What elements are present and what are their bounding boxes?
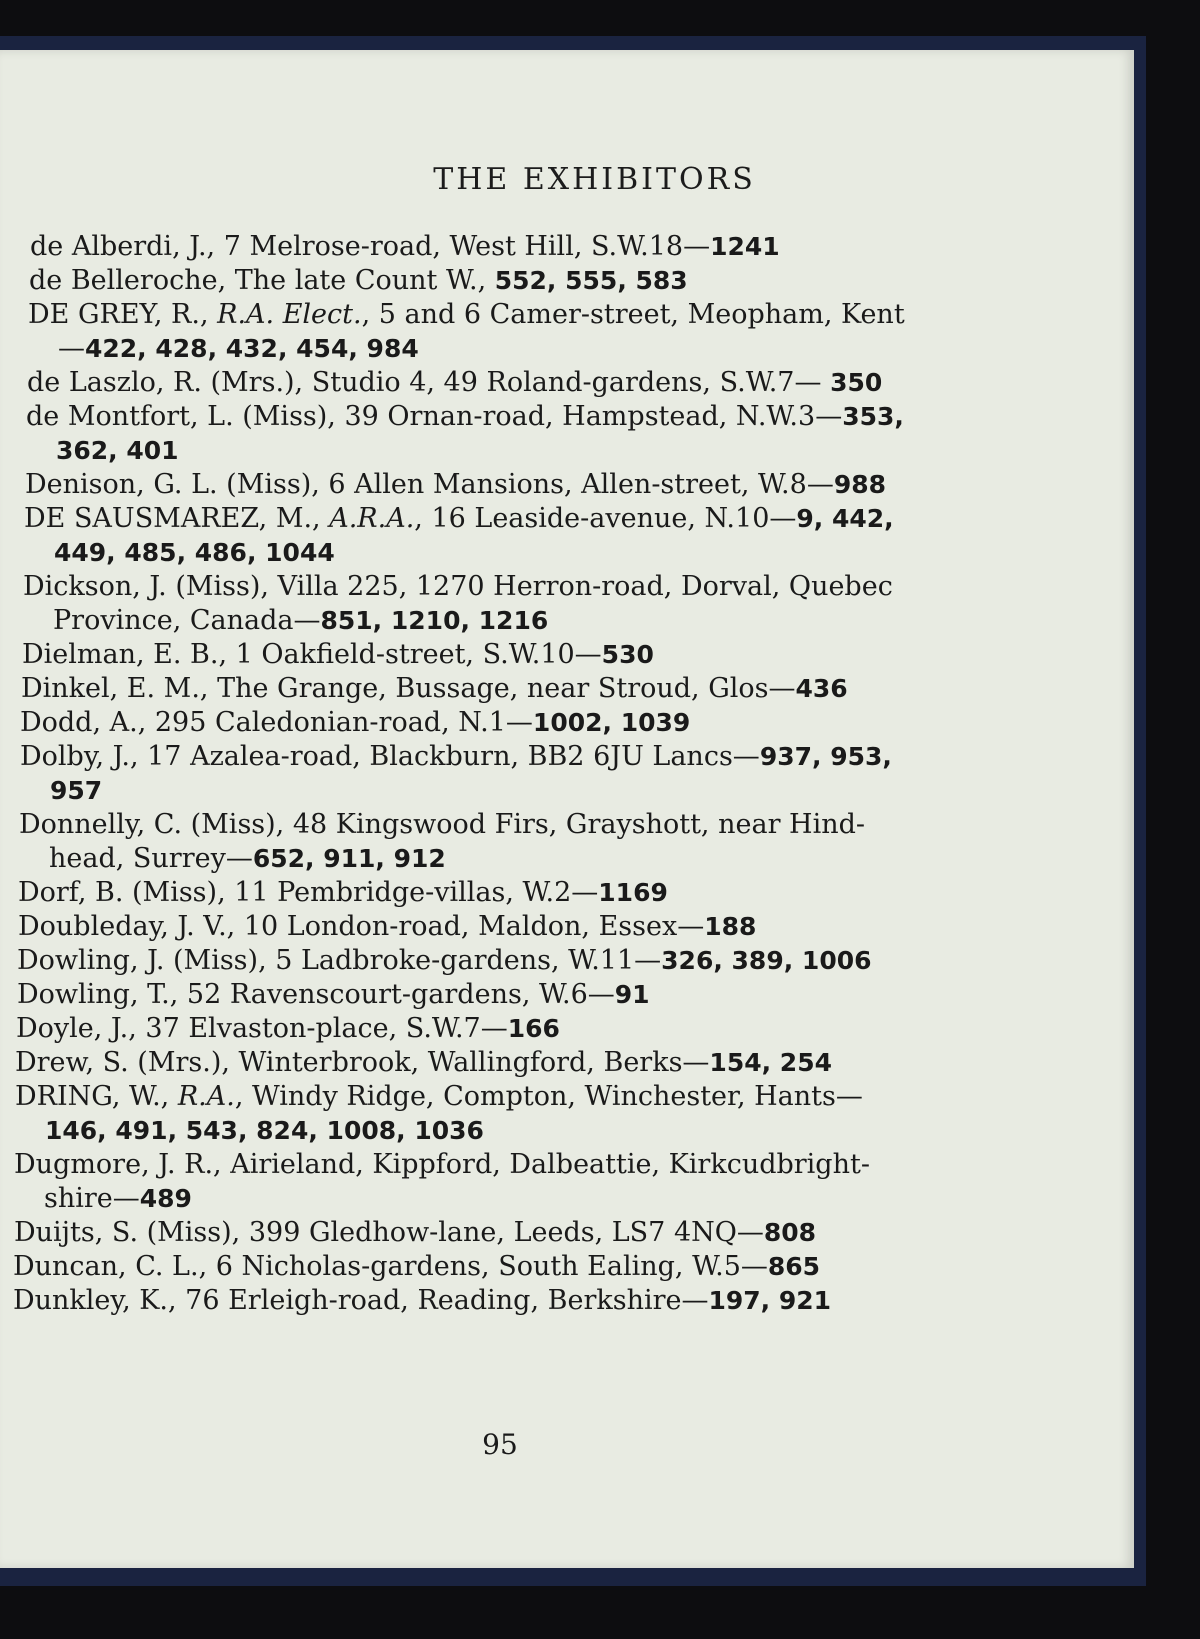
- catalogue-numbers: 436: [795, 674, 848, 703]
- exhibitor-entry: [19, 808, 865, 876]
- catalogue-numbers: 957: [50, 776, 103, 805]
- catalogue-numbers: 197, 921: [708, 1286, 832, 1315]
- entry-line-2: [15, 1114, 863, 1148]
- entry-text: Province, Canada—: [53, 605, 321, 636]
- entry-text: Drew, S. (Mrs.), Winterbrook, Wallingford, Berks—: [15, 1047, 710, 1078]
- exhibitor-entry: [30, 230, 780, 264]
- entry-text: Donnelly, C. (Miss), 48 Kingswood Firs, Grayshott, near Hind-: [19, 809, 866, 840]
- catalogue-numbers: 552, 555, 583: [494, 266, 688, 295]
- catalogue-numbers: 9, 442,: [796, 504, 894, 533]
- entry-text: Dugmore, J. R., Airieland, Kippford, Dalbeattie, Kirkcudbright-: [14, 1149, 870, 1180]
- entry-text: Dowling, J. (Miss), 5 Ladbroke-gardens, W.11—: [17, 945, 662, 976]
- catalogue-numbers: 188: [704, 912, 757, 941]
- exhibitor-entry: [18, 876, 668, 910]
- catalogue-numbers: 326, 389, 1006: [661, 946, 872, 975]
- entry-text: de Montfort, L. (Miss), 39 Ornan-road, Hampstead, N.W.3—: [26, 401, 843, 432]
- catalogue-numbers: 808: [763, 1218, 817, 1247]
- entry-line-1: [18, 910, 756, 944]
- catalogue-numbers: 530: [601, 640, 654, 669]
- entry-line-1: [29, 264, 688, 298]
- entry-text: de Laszlo, R. (Mrs.), Studio 4, 49 Roland-gardens, S.W.7—: [27, 367, 831, 398]
- entry-text: Dinkel, E. M., The Grange, Bussage, near Stroud, Glos—: [21, 673, 796, 704]
- entry-line-1: [23, 570, 893, 604]
- entry-line-2: [20, 774, 892, 808]
- catalogue-numbers: 362, 401: [56, 436, 179, 465]
- exhibitor-entry: [17, 944, 872, 978]
- entry-text: DRING, W.,: [15, 1081, 178, 1112]
- exhibitor-entry: [21, 672, 848, 706]
- entry-line-1: [17, 978, 650, 1012]
- exhibitor-entry: [22, 638, 654, 672]
- entry-line-1: [22, 638, 654, 672]
- entry-line-1: [18, 876, 668, 910]
- entry-honour: R.A. Elect.: [217, 299, 362, 330]
- exhibitor-entry: [15, 1046, 832, 1080]
- catalogue-numbers: 1241: [710, 232, 780, 261]
- entry-line-1: [20, 740, 892, 774]
- exhibitor-entry: [24, 502, 894, 570]
- page-number: 95: [482, 1428, 518, 1461]
- entry-text: Dickson, J. (Miss), Villa 225, 1270 Herron-road, Dorval, Quebec: [23, 571, 893, 602]
- entry-text: Dielman, E. B., 1 Oakfield-street, S.W.10—: [22, 639, 602, 670]
- entry-text: , 16 Leaside-avenue, N.10—: [414, 503, 797, 534]
- entry-line-1: [13, 1284, 831, 1318]
- entry-text: Dowling, T., 52 Ravenscourt-gardens, W.6—: [17, 979, 615, 1010]
- entry-text: Dunkley, K., 76 Erleigh-road, Reading, Berkshire—: [13, 1285, 709, 1316]
- entry-line-1: [13, 1250, 820, 1284]
- exhibitor-entry: [28, 298, 905, 366]
- entry-text: Dolby, J., 17 Azalea-road, Blackburn, BB2 6JU Lancs—: [20, 741, 760, 772]
- entry-line-1: [15, 1046, 832, 1080]
- catalogue-numbers: 154, 254: [709, 1048, 832, 1077]
- entry-line-2: [24, 536, 894, 570]
- entry-text: head, Surrey—: [49, 843, 253, 874]
- catalogue-numbers: 91: [614, 980, 650, 1009]
- exhibitor-entry: [16, 1012, 560, 1046]
- entry-line-1: [25, 468, 886, 502]
- entry-line-1: [20, 706, 690, 740]
- entry-line-1: [16, 1012, 560, 1046]
- entry-line-1: [21, 672, 848, 706]
- catalogue-numbers: 166: [507, 1014, 560, 1043]
- exhibitor-entry: [17, 978, 650, 1012]
- entry-text: , Windy Ridge, Compton, Winchester, Hants—: [234, 1081, 863, 1112]
- entry-text: DE SAUSMAREZ, M.,: [24, 503, 330, 534]
- exhibitor-entry: [14, 1216, 816, 1250]
- catalogue-numbers: 146, 491, 543, 824, 1008, 1036: [45, 1116, 484, 1145]
- catalogue-numbers: 865: [767, 1252, 821, 1281]
- catalogue-numbers: 422, 428, 432, 454, 984: [85, 334, 419, 363]
- entry-line-1: [19, 808, 865, 842]
- entry-line-1: [30, 230, 780, 264]
- entry-text: Duncan, C. L., 6 Nicholas-gardens, South Ealing, W.5—: [13, 1251, 768, 1282]
- exhibitor-entry: [27, 366, 882, 400]
- entry-text: Dodd, A., 295 Caledonian-road, N.1—: [20, 707, 533, 738]
- entry-line-1: [28, 298, 905, 332]
- exhibitor-entry: [15, 1080, 863, 1148]
- catalogue-numbers: 350: [830, 368, 883, 397]
- catalogue-numbers: 353,: [842, 402, 904, 431]
- entry-text: Doyle, J., 37 Elvaston-place, S.W.7—: [16, 1013, 508, 1044]
- exhibitor-entry: [25, 468, 886, 502]
- entry-line-1: [15, 1080, 863, 1114]
- entry-honour: A.R.A.: [329, 503, 415, 534]
- entry-line-2: [26, 434, 904, 468]
- entry-line-1: [17, 944, 872, 978]
- exhibitor-entry: [29, 264, 688, 298]
- catalogue-numbers: 1002, 1039: [532, 708, 691, 737]
- entry-text: Denison, G. L. (Miss), 6 Allen Mansions, Allen-street, W.8—: [25, 469, 834, 500]
- page-title: THE EXHIBITORS: [433, 162, 756, 197]
- entry-text: de Belleroche, The late Count W.,: [29, 265, 495, 296]
- entry-line-1: [26, 400, 904, 434]
- exhibitor-entry: [23, 570, 893, 638]
- exhibitor-entry: [26, 400, 904, 468]
- catalogue-numbers: 1169: [598, 878, 668, 907]
- catalogue-numbers: 851, 1210, 1216: [320, 606, 549, 635]
- entry-text: Doubleday, J. V., 10 London-road, Maldon, Essex—: [18, 911, 705, 942]
- catalogue-numbers: 449, 485, 486, 1044: [54, 538, 335, 567]
- entry-line-2: [28, 332, 905, 366]
- entry-honour: R.A.: [177, 1081, 235, 1112]
- entry-text: Dorf, B. (Miss), 11 Pembridge-villas, W.2—: [18, 877, 599, 908]
- entry-text: —: [58, 333, 85, 364]
- entry-text: , 5 and 6 Camer-street, Meopham, Kent: [361, 299, 905, 330]
- exhibitor-entry: [13, 1284, 831, 1318]
- catalogue-numbers: 489: [139, 1184, 192, 1213]
- entry-text: de Alberdi, J., 7 Melrose-road, West Hill, S.W.18—: [30, 231, 711, 262]
- entry-text: DE GREY, R.,: [28, 299, 218, 330]
- exhibitor-entry: [13, 1250, 820, 1284]
- entry-text: shire—: [44, 1183, 140, 1214]
- entry-line-1: [24, 502, 894, 536]
- entry-line-2: [14, 1182, 870, 1216]
- catalogue-numbers: 988: [833, 470, 887, 499]
- catalogue-numbers: 937, 953,: [759, 742, 892, 771]
- entry-line-1: [14, 1216, 816, 1250]
- exhibitor-entry: [14, 1148, 870, 1216]
- exhibitor-entry: [18, 910, 756, 944]
- exhibitor-entry: [20, 706, 690, 740]
- entry-line-1: [27, 366, 882, 400]
- entry-line-2: [19, 842, 865, 876]
- entry-text: Duijts, S. (Miss), 399 Gledhow-lane, Leeds, LS7 4NQ—: [14, 1217, 764, 1248]
- book-page: [0, 50, 1134, 1568]
- entry-line-1: [14, 1148, 870, 1182]
- catalogue-numbers: 652, 911, 912: [252, 844, 446, 873]
- exhibitor-entry: [20, 740, 892, 808]
- entry-line-2: [23, 604, 893, 638]
